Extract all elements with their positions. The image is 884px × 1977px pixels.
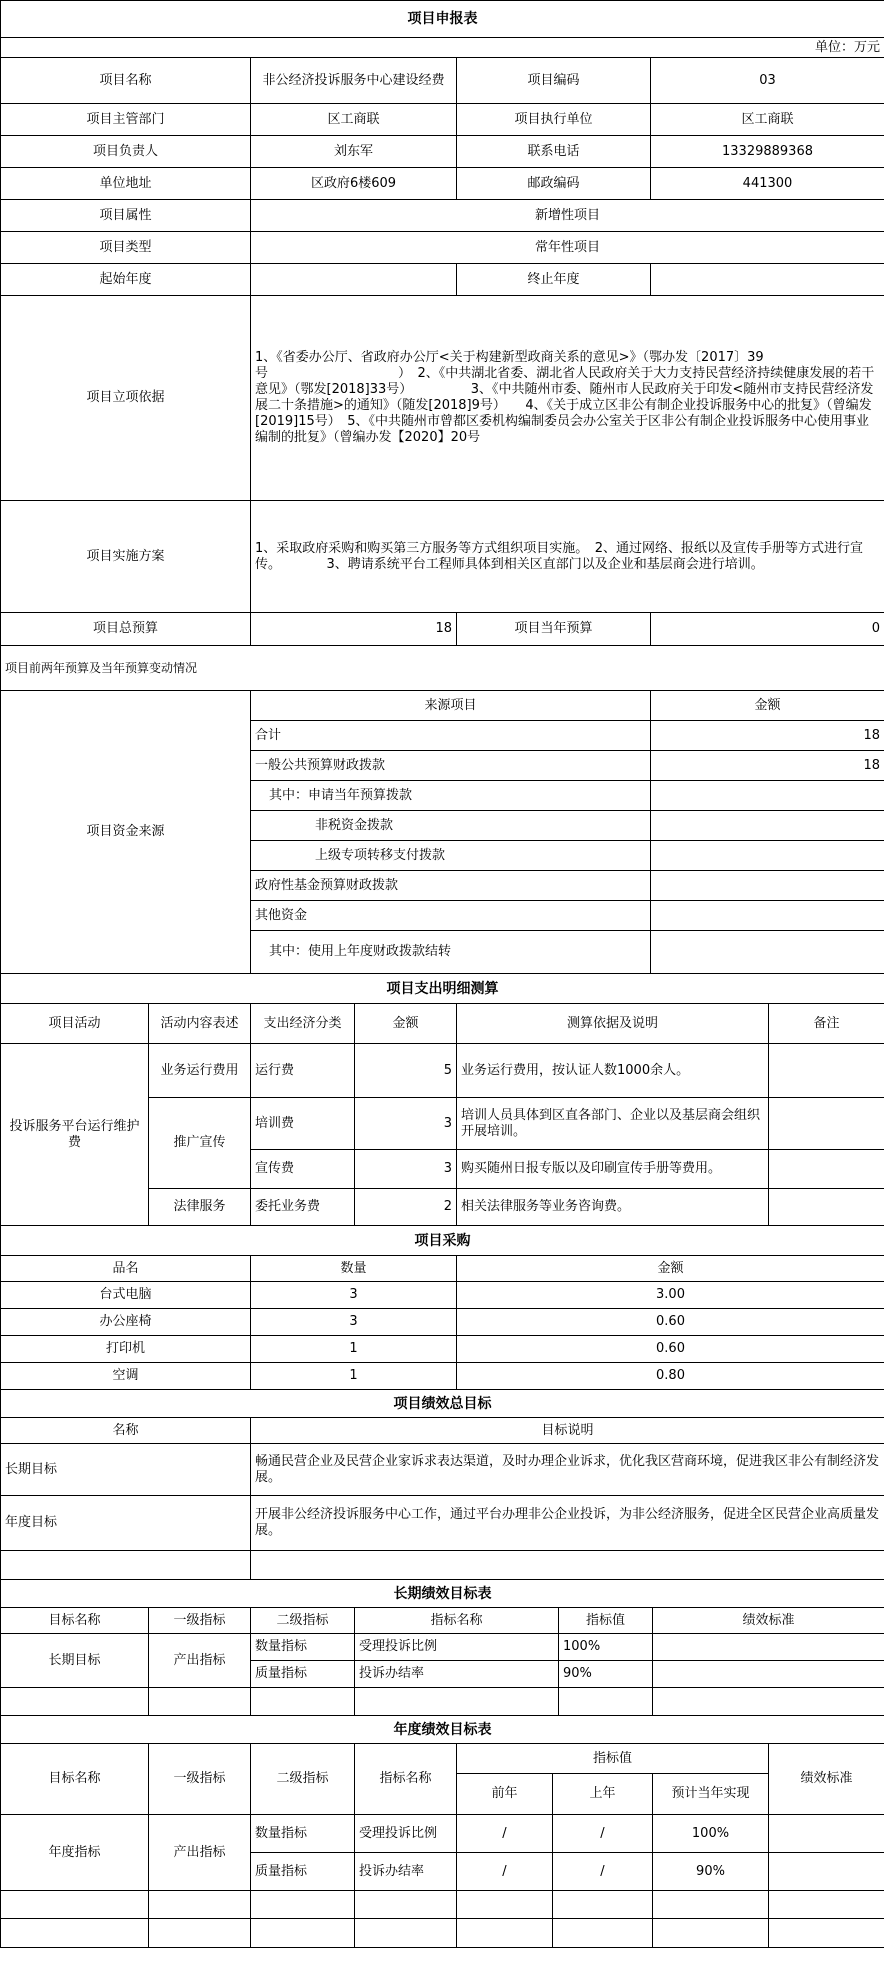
- year-empty-cell: [1, 1891, 149, 1919]
- purchase-item-amount: 0.60: [457, 1336, 884, 1363]
- purchase-item-amount: 0.80: [457, 1363, 884, 1390]
- year-level1: 产出指标: [149, 1815, 251, 1891]
- year-table-header: 一级指标: [149, 1744, 251, 1815]
- year-indicator-name: 受理投诉比例: [355, 1815, 457, 1853]
- year-empty-cell: [355, 1891, 457, 1919]
- expense-header: 支出经济分类: [251, 1004, 355, 1044]
- current-budget-label: 项目当年预算: [457, 613, 651, 646]
- plan-label: 项目实施方案: [1, 501, 251, 613]
- long-goal-label: 长期目标: [1, 1444, 251, 1496]
- funds-header-source: 来源项目: [251, 691, 651, 721]
- year-level2: 质量指标: [251, 1853, 355, 1891]
- funds-row-amount: 18: [651, 721, 884, 751]
- expense-title: 项目支出明细测算: [1, 974, 884, 1004]
- expense-header: 金额: [355, 1004, 457, 1044]
- long-goal-text: 畅通民营企业及民营企业家诉求表达渠道，及时办理企业诉求，优化我区营商环境，促进我区非公有制经济发展。: [251, 1444, 884, 1496]
- year-empty-cell: [653, 1891, 769, 1919]
- funds-row-amount: [651, 901, 884, 931]
- long-empty-cell: [559, 1688, 653, 1716]
- expense-header: 备注: [769, 1004, 884, 1044]
- long-empty-cell: [251, 1688, 355, 1716]
- year-goal-text: 开展非公经济投诉服务中心工作，通过平台办理非公企业投诉，为非公经济服务，促进全区民营企业高质量发展。: [251, 1496, 884, 1551]
- project-code-label: 项目编码: [457, 58, 651, 104]
- year-empty-cell: [149, 1919, 251, 1948]
- year-prev1-value: /: [553, 1853, 653, 1891]
- purchase-item-qty: 3: [251, 1309, 457, 1336]
- purchase-item-name: 打印机: [1, 1336, 251, 1363]
- purchase-item-qty: 1: [251, 1363, 457, 1390]
- expense-content: 业务运行费用: [149, 1044, 251, 1098]
- funds-row-amount: [651, 871, 884, 901]
- funds-row-name: 其中：申请当年预算拨款: [251, 781, 651, 811]
- funds-label: 项目资金来源: [1, 691, 251, 974]
- year-empty-cell: [457, 1891, 553, 1919]
- year-goal-label: 年度目标: [1, 1496, 251, 1551]
- goals-table: [0, 1389, 884, 1580]
- long-table-header: 目标名称: [1, 1608, 149, 1634]
- leader-value: 刘东军: [251, 136, 457, 168]
- type-label: 项目类型: [1, 232, 251, 264]
- current-budget-value: 0: [651, 613, 884, 646]
- funds-row-name: 政府性基金预算财政拨款: [251, 871, 651, 901]
- long-performance-table: [0, 1579, 884, 1716]
- purchase-header: 金额: [457, 1256, 884, 1282]
- year-current-value: 90%: [653, 1853, 769, 1891]
- long-table-header: 指标名称: [355, 1608, 559, 1634]
- long-level2: 数量指标: [251, 1634, 355, 1661]
- expense-content: 推广宣传: [149, 1098, 251, 1189]
- long-table-header: 二级指标: [251, 1608, 355, 1634]
- phone-value: 13329889368: [651, 136, 884, 168]
- purchase-header: 品名: [1, 1256, 251, 1282]
- purchase-header: 数量: [251, 1256, 457, 1282]
- year-empty-cell: [251, 1919, 355, 1948]
- exec-unit-label: 项目执行单位: [457, 104, 651, 136]
- expense-content: 法律服务: [149, 1189, 251, 1226]
- dept-value: 区工商联: [251, 104, 457, 136]
- year-empty-cell: [457, 1919, 553, 1948]
- purchase-item-name: 台式电脑: [1, 1282, 251, 1309]
- purchase-title: 项目采购: [1, 1226, 884, 1256]
- year-performance-table: [0, 1715, 884, 1948]
- end-year-label: 终止年度: [457, 264, 651, 296]
- long-standard: [653, 1634, 884, 1661]
- purchase-item-amount: 0.60: [457, 1309, 884, 1336]
- project-name-label: 项目名称: [1, 58, 251, 104]
- expense-class: 宣传费: [251, 1150, 355, 1189]
- long-empty-cell: [149, 1688, 251, 1716]
- funds-header-amount: 金额: [651, 691, 884, 721]
- long-empty-cell: [355, 1688, 559, 1716]
- year-sub-header: 前年: [457, 1774, 553, 1815]
- expense-amount: 5: [355, 1044, 457, 1098]
- goals-header-desc: 目标说明: [251, 1418, 884, 1444]
- leader-label: 项目负责人: [1, 136, 251, 168]
- project-code-value: 03: [651, 58, 884, 104]
- year-indicator-name: 投诉办结率: [355, 1853, 457, 1891]
- year-table-header: 指标名称: [355, 1744, 457, 1815]
- year-empty-cell: [553, 1919, 653, 1948]
- expense-class: 委托业务费: [251, 1189, 355, 1226]
- expense-amount: 3: [355, 1098, 457, 1150]
- funds-row-name: 非税资金拨款: [251, 811, 651, 841]
- long-indicator-value: 100%: [559, 1634, 653, 1661]
- year-sub-header: 上年: [553, 1774, 653, 1815]
- goals-title: 项目绩效总目标: [1, 1390, 884, 1418]
- expense-class: 培训费: [251, 1098, 355, 1150]
- funds-row-name: 其他资金: [251, 901, 651, 931]
- expense-header: 测算依据及说明: [457, 1004, 769, 1044]
- long-table-header: 绩效标准: [653, 1608, 884, 1634]
- attr-label: 项目属性: [1, 200, 251, 232]
- long-empty-cell: [653, 1688, 884, 1716]
- long-table-header: 指标值: [559, 1608, 653, 1634]
- page-title: 项目申报表: [1, 1, 884, 38]
- year-current-value: 100%: [653, 1815, 769, 1853]
- basis-label: 项目立项依据: [1, 296, 251, 501]
- long-table-title: 长期绩效目标表: [1, 1580, 884, 1608]
- year-sub-header: 预计当年实现: [653, 1774, 769, 1815]
- total-budget-value: 18: [251, 613, 457, 646]
- unit-label: 单位：万元: [1, 38, 884, 58]
- expense-header: 活动内容表述: [149, 1004, 251, 1044]
- exec-unit-value: 区工商联: [651, 104, 884, 136]
- year-table-header: 二级指标: [251, 1744, 355, 1815]
- year-standard: [769, 1853, 884, 1891]
- expense-note: 业务运行费用，按认证人数1000余人。: [457, 1044, 769, 1098]
- year-prev2-value: /: [457, 1853, 553, 1891]
- year-empty-cell: [769, 1919, 884, 1948]
- long-table-header: 一级指标: [149, 1608, 251, 1634]
- year-level2: 数量指标: [251, 1815, 355, 1853]
- goals-empty-cell: [251, 1551, 884, 1580]
- year-empty-cell: [769, 1891, 884, 1919]
- expense-note: 购买随州日报专版以及印刷宣传手册等费用。: [457, 1150, 769, 1189]
- funds-row-amount: [651, 781, 884, 811]
- budget-change-label: 项目前两年预算及当年预算变动情况: [1, 646, 884, 691]
- expense-note: 培训人员具体到区直各部门、企业以及基层商会组织开展培训。: [457, 1098, 769, 1150]
- funds-row-name: 合计: [251, 721, 651, 751]
- year-prev1-value: /: [553, 1815, 653, 1853]
- year-empty-cell: [251, 1891, 355, 1919]
- long-indicator-name: 受理投诉比例: [355, 1634, 559, 1661]
- year-table-header: 绩效标准: [769, 1744, 884, 1815]
- start-year-value: [251, 264, 457, 296]
- plan-text: 1、采取政府采购和购买第三方服务等方式组织项目实施。 2、通过网络、报纸以及宣传手册等方式进行宣传。 3、聘请系统平台工程师具体到相关区直部门以及企业和基层商会进行培训。: [251, 501, 884, 613]
- expense-amount: 2: [355, 1189, 457, 1226]
- expense-header: 项目活动: [1, 1004, 149, 1044]
- year-empty-cell: [553, 1891, 653, 1919]
- expense-note: 相关法律服务等业务咨询费。: [457, 1189, 769, 1226]
- basic-info-table: [0, 0, 884, 974]
- year-empty-cell: [1, 1919, 149, 1948]
- funds-row-name: 一般公共预算财政拨款: [251, 751, 651, 781]
- purchase-item-qty: 1: [251, 1336, 457, 1363]
- funds-row-name: 其中：使用上年度财政拨款结转: [251, 931, 651, 974]
- end-year-value: [651, 264, 884, 296]
- type-value: 常年性项目: [251, 232, 884, 264]
- year-empty-cell: [149, 1891, 251, 1919]
- expense-remark: [769, 1098, 884, 1150]
- address-value: 区政府6楼609: [251, 168, 457, 200]
- year-standard: [769, 1815, 884, 1853]
- long-indicator-name: 投诉办结率: [355, 1661, 559, 1688]
- long-standard: [653, 1661, 884, 1688]
- total-budget-label: 项目总预算: [1, 613, 251, 646]
- purchase-item-qty: 3: [251, 1282, 457, 1309]
- basis-text: 1、《省委办公厅、省政府办公厅<关于构建新型政商关系的意见>》（鄂办发〔2017〕39号 ） 2、《中共湖北省委、湖北省人民政府关于大力支持民营经济持续健康发展的若干意见》（鄂发[2018]33号） 3、《中共随州市委、随州市人民政府关于印发<随州市支持民营经济发展二十条措施>的通知》（随发[2018]9号） 4、《关于成立区非公有制企业投诉服务中心的批复》（曾编发[2019]15号） 5、《中共随州市曾都区委机构编制委员会办公室关于区非公有制企业投诉服务中心使用事业编制的批复》（曾编办发【2020】20号: [251, 296, 884, 501]
- postcode-label: 邮政编码: [457, 168, 651, 200]
- year-empty-cell: [653, 1919, 769, 1948]
- long-indicator-value: 90%: [559, 1661, 653, 1688]
- expense-amount: 3: [355, 1150, 457, 1189]
- postcode-value: 441300: [651, 168, 884, 200]
- expense-remark: [769, 1150, 884, 1189]
- long-goal-name: 长期目标: [1, 1634, 149, 1688]
- phone-label: 联系电话: [457, 136, 651, 168]
- dept-label: 项目主管部门: [1, 104, 251, 136]
- funds-row-amount: [651, 811, 884, 841]
- start-year-label: 起始年度: [1, 264, 251, 296]
- attr-value: 新增性项目: [251, 200, 884, 232]
- purchase-item-amount: 3.00: [457, 1282, 884, 1309]
- year-prev2-value: /: [457, 1815, 553, 1853]
- expense-class: 运行费: [251, 1044, 355, 1098]
- goals-empty-cell: [1, 1551, 251, 1580]
- long-level2: 质量指标: [251, 1661, 355, 1688]
- expense-remark: [769, 1044, 884, 1098]
- year-table-header: 目标名称: [1, 1744, 149, 1815]
- address-label: 单位地址: [1, 168, 251, 200]
- expense-remark: [769, 1189, 884, 1226]
- goals-header-name: 名称: [1, 1418, 251, 1444]
- purchase-table: [0, 1225, 884, 1390]
- purchase-item-name: 办公座椅: [1, 1309, 251, 1336]
- long-level1: 产出指标: [149, 1634, 251, 1688]
- purchase-item-name: 空调: [1, 1363, 251, 1390]
- expense-activity: 投诉服务平台运行维护费: [1, 1044, 149, 1226]
- long-empty-cell: [1, 1688, 149, 1716]
- project-name-value: 非公经济投诉服务中心建设经费: [251, 58, 457, 104]
- funds-row-amount: [651, 931, 884, 974]
- funds-row-amount: 18: [651, 751, 884, 781]
- year-table-header: 指标值: [457, 1744, 769, 1774]
- year-empty-cell: [355, 1919, 457, 1948]
- expense-table: [0, 973, 884, 1226]
- year-table-title: 年度绩效目标表: [1, 1716, 884, 1744]
- funds-row-name: 上级专项转移支付拨款: [251, 841, 651, 871]
- year-goal-name: 年度指标: [1, 1815, 149, 1891]
- funds-row-amount: [651, 841, 884, 871]
